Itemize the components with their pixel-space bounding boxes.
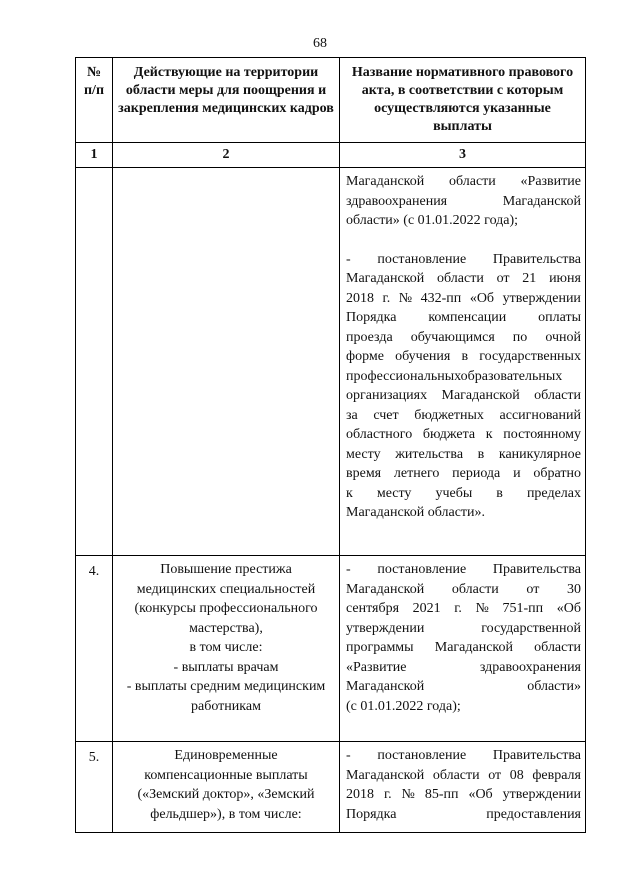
- header-measures: Действующие на территории области меры для поощрения и закрепления медицинских кадров: [113, 58, 340, 143]
- table-row: [76, 742, 586, 833]
- text-line: программы Магаданской области: [346, 640, 581, 655]
- legal-act-cell: [340, 742, 586, 833]
- text-line: сентября 2021 г. № 751-пп «Об: [346, 601, 581, 616]
- text-line: Повышение престижа: [160, 562, 292, 577]
- text-line: утверждении государственной: [346, 620, 581, 636]
- text-line: фельдшер»), в том числе:: [150, 806, 302, 822]
- text-line: проезда обучающимся по очной: [346, 329, 581, 345]
- text-line: Магаданской области»: [346, 679, 581, 694]
- table-row: [76, 556, 586, 742]
- text-line: 2018 г. № 432-пп «Об утверждении: [346, 290, 581, 306]
- text-line: в том числе:: [189, 640, 263, 655]
- text-line: Порядка предоставления: [346, 806, 581, 822]
- text-line: Магаданской области».: [346, 505, 486, 520]
- row-number: [76, 168, 113, 556]
- column-number: 3: [340, 143, 586, 168]
- text-line: Порядка компенсации оплаты: [346, 310, 581, 325]
- column-number-row: [76, 143, 586, 168]
- text-line: медицинских специальностей: [136, 581, 316, 597]
- text-line: областного бюджета к постоянному: [346, 427, 581, 442]
- header-legal-act: Название нормативного правового акта, в соответствии с которым осуществляются указанные выплаты: [340, 58, 586, 143]
- text-line: Магаданской области от 08 февраля: [346, 767, 581, 783]
- text-line: мастерства),: [189, 620, 263, 636]
- text-line: Магаданской области «Развитие: [346, 174, 581, 189]
- text-line: профессиональныхобразовательных: [346, 368, 563, 384]
- text-line: (конкурсы профессионального: [134, 601, 318, 616]
- text-line: - выплаты врачам: [173, 659, 279, 675]
- text-line: компенсационные выплаты: [144, 767, 308, 783]
- text-line: - постановление Правительства: [346, 562, 581, 577]
- table-header-row: [76, 58, 586, 143]
- measure-cell: [113, 742, 340, 833]
- legal-act-cell: [340, 556, 586, 742]
- measure-cell: [113, 168, 340, 556]
- text-line: («Земский доктор», «Земский: [137, 787, 315, 802]
- text-line: время летнего периода и обратно: [346, 466, 581, 481]
- text-line: здравоохранения Магаданской: [346, 193, 581, 209]
- text-line: Магаданской области от 21 июня: [346, 271, 581, 286]
- measure-cell: [113, 556, 340, 742]
- text-line: «Развитие здравоохранения: [346, 659, 581, 675]
- text-line: 2018 г. № 85-пп «Об утверждении: [346, 787, 581, 802]
- text-line: Магаданской области от 30: [346, 581, 581, 597]
- column-number: 2: [113, 143, 340, 168]
- text-line: за счет бюджетных ассигнований: [346, 407, 581, 423]
- row-number: 5.: [76, 742, 113, 833]
- page-number: 68: [313, 36, 327, 51]
- text-line: Единовременные: [174, 748, 278, 763]
- text-line: - постановление Правительства: [346, 251, 581, 267]
- act-paragraph: [346, 250, 581, 523]
- table-row: [76, 168, 586, 556]
- column-number: 1: [76, 143, 113, 168]
- text-line: к месту учебы в пределах: [346, 485, 581, 501]
- row-number: 4.: [76, 556, 113, 742]
- text-line: форме обучения в государственных: [346, 349, 581, 364]
- text-line: месту жительства в каникулярное: [346, 446, 581, 462]
- header-number: № п/п: [76, 58, 113, 143]
- text-line: организациях Магаданской области: [346, 388, 581, 403]
- text-line: - выплаты средним медицинским: [126, 679, 326, 694]
- legal-act-cell: [340, 168, 586, 556]
- text-line: работникам: [191, 698, 261, 714]
- measures-table: [75, 57, 586, 833]
- text-line: (с 01.01.2022 года);: [346, 698, 461, 714]
- text-line: - постановление Правительства: [346, 748, 581, 763]
- text-line: области» (с 01.01.2022 года);: [346, 213, 519, 228]
- act-paragraph: [346, 172, 581, 231]
